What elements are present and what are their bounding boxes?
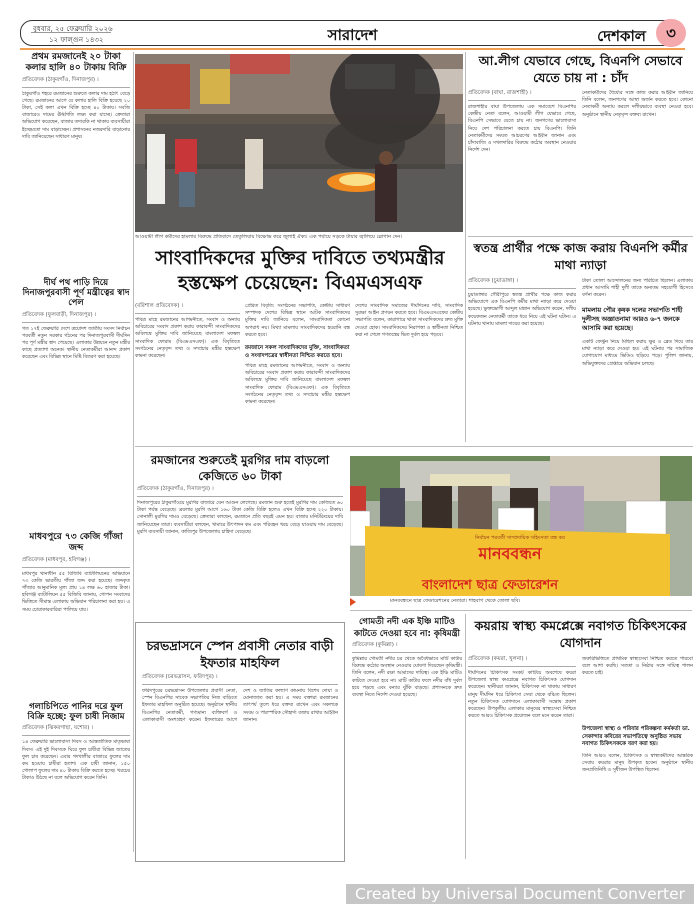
byline: প্রতিবেদক (কুমিল্লা) ।: [352, 642, 462, 653]
article-body-cont: পবিত্র মাহে রমজানের আগমনীতে, সংবাদ ও অন্যায় অবিচারের সংবাদ প্রকাশ করায় কারাবন্দী সাংবাদিকদের অবিলম্বে মুক্তির দাবি জানিয়েছে বাংলাদেশ মফস্বল সাংবাদিক ফোরাম (বিএমএসএফ)। এক বিবৃতিতে সংগঠনের নেতৃবৃন্দ তথ্য ও সম্প্রচার মন্ত্রীর হস্তক্ষেপ কামনা করেছেন।: [245, 364, 350, 406]
article-body: প্রেরিত বিবৃতি: সংগঠনের সভাপতি, কেন্দ্রীয় সাধারণ সম্পাদক দেশের বিভিন্ন স্থানে আটক সাংবাদিকদের মুক্তির দাবি জানিয়ে বলেন, সাংবাদিকতা কোনো অপরাধ নয়। মিথ্যা মামলায় সাংবাদিকদের হয়রানি বন্ধ করতে হবে।: [245, 304, 350, 338]
article-body: দেশের সাংবাদিক সমাজের দীর্ঘদিনের দাবি, সাংবাদিক সুরক্ষা আইন প্রণয়ন করতে হবে। বিএমএসএফের কেন্দ্রীয় সভাপতি বলেন, কারাগারে থাকা সাংবাদিকদের দ্রুত মুক্তি দেওয়া হোক। সাংবাদিকদের নিরাপত্তা ও স্বাধীনতা নিশ্চিত করা না গেলে গণতন্ত্রের ভিত দুর্বল হয়ে পড়বে।: [355, 304, 463, 338]
section-title: সারাদেশ: [327, 26, 378, 44]
article-body: দীর্ঘদিনের চিকিৎসক সংকট কাটিয়ে অবশেষে কয়রা উপজেলা স্বাস্থ্য কমপ্লেক্সে নবাগত চিকিৎসক যোগদান করেছেন। স্থানীয়রা জানান, চিকিৎসক না থাকায় সাধারণ মানুষ দীর্ঘদিন ধরে চিকিৎসা সেবা থেকে বঞ্চিত ছিলেন। নতুন চিকিৎসক যোগদানে এলাকাবাসী সন্তোষ প্রকাশ করেছেন। উপকূলীয় এলাকার মানুষের স্বাস্থ্যসেবা নিশ্চিত করতে আরও চিকিৎসক প্রয়োজন বলে মনে করেন তারা।: [468, 671, 576, 720]
right-second-col-2: [582, 278, 693, 435]
protest-caption-row: [350, 598, 692, 606]
pull-quote: উপজেলা স্বাস্থ্য ও পরিবার পরিকল্পনা কর্মকর্তা ডা. সেকান্দার কবিরের সভাপতিত্বে অনুষ্ঠিত সভায় নবাগত চিকিৎসককে বরণ করা হয়।: [582, 726, 690, 747]
article-body: কুমিল্লার গোমতী নদীর চর থেকে অবৈধভাবে মাটি কাটার বিরুদ্ধে কঠোর অবস্থান নেওয়ার ঘোষণা দিয়েছেন কৃষিমন্ত্রী। তিনি বলেন, নদী রক্ষা আমাদের দায়িত্ব। এক ইঞ্চি মাটিও কাটতে দেওয়া হবে না। মাটি কাটার ফলে নদীর বাঁধ দুর্বল হয়ে পড়ছে এবং বন্যার ঝুঁকি বাড়ছে। প্রশাসনকে দ্রুত ব্যবস্থা নিতে নির্দেশ দেওয়া হয়েছে।: [352, 657, 462, 699]
article-bnp-chand: [468, 52, 693, 86]
right-top-col-2: [582, 90, 693, 230]
article-body: নেতাকর্মীদের ধৈর্য্যের সঙ্গে কাজ করার আহ্বান জানিয়ে তিনি বলেন, জনগণের আস্থা অর্জন করতে হবে। কোনো নেতাকর্মী অন্যায় করলে দলীয়ভাবে ব্যবস্থা নেওয়া হবে। অনুষ্ঠানে স্থানীয় নেতৃবৃন্দ বক্তব্য রাখেন।: [582, 91, 693, 118]
page-number-badge: ৩: [656, 19, 686, 47]
article-body-cont: তিনি আরও বলেন, চিকিৎসক ও স্বাস্থ্যকর্মীদের আন্তরিক সেবায় কয়রার মানুষ উপকৃত হবেন। অনুষ্ঠানে স্থানীয় জনপ্রতিনিধি ও সুধীজন উপস্থিত ছিলেন।: [582, 753, 693, 773]
banner-main-text: মানববন্ধন: [478, 544, 542, 563]
article-body: চুয়াডাঙ্গার গৌরীপুরে স্বতন্ত্র প্রার্থীর পক্ষে কাজ করার অভিযোগে এক বিএনপি কর্মীর মাথা ন্যাড়া করে দেওয়া হয়েছে। ভুক্তভোগী আব্দুল মান্নান অভিযোগ করেন, দলীয় কয়েকজন নেতাকর্মী তাকে ধরে নিয়ে এই ঘটনা ঘটান। এ ঘটনায় থানায় মামলা দায়ের করা হয়েছে।: [468, 293, 576, 327]
byline: প্রতিবেদক (ঠাকুরগাঁও, দিনাজপুর) ।: [22, 77, 130, 88]
article-dinajpur-minister: [22, 278, 130, 506]
section-divider: [135, 446, 693, 447]
byline: প্রতিবেদক (ঝিকরগাছা, যশোর) ।: [22, 725, 130, 736]
headline: আ.লীগ যেভাবে গেছে, বিএনপি সেভাবে যেতে চায় না : চাঁদ: [478, 53, 683, 85]
article-body: রাজশাহীর বাঘা উপজেলায় এক সমাবেশে বিএনপির কেন্দ্রীয় নেতা বলেন, আওয়ামী লীগ যেভাবে গেছে, বিএনপি সেভাবে যেতে চায় না। জনগণের ভালোবাসা নিয়ে দেশ পরিচালনা করতে চায় বিএনপি। তিনি নেতাকর্মীদের সংযত আচরণের আহ্বান জানান এবং চাঁদাবাজি ও দখলদারির বিরুদ্ধে কঠোর অবস্থান নেওয়ার নির্দেশ দেন।: [468, 105, 576, 154]
article-bnp-worker-shaved: [468, 240, 693, 274]
koyra-col-1: [468, 656, 576, 860]
article-body: টাকা তোলা আন্দোলনের জন্য পরিচিত ছিলেন। এলাকায় প্রধান আসামি শাহী দুলী তাকে অন্যতম সহযোগী হিসেবে বর্ণনা করেন।: [582, 279, 693, 299]
byline: (বরিশাল প্রতিবেদক) ।: [135, 303, 240, 314]
byline: প্রতিবেদক (বাঘা, রাজশাহী) ।: [468, 90, 576, 101]
article-body: ঠাকুরগাঁও শহরে রমজানের শুরুতে কলার দাম হঠাৎ বেড়ে গেছে। রমজানের আগে যে কলার হালি বিক্রি হয়েছে ২০ টাকা, সেই কলা এখন বিক্রি হচ্ছে ৪০ টাকায়। সবজি বাজারেও দামের ঊর্ধ্বগতি লক্ষ্য করা যাচ্ছে। ক্রেতারা অভিযোগ করেছেন, বাজার তদারকি না থাকায় ব্যবসায়ীরা ইচ্ছেমতো দাম বাড়াচ্ছেন। প্রশাসনের নজরদারি বাড়ানোর দাবি জানিয়েছেন সাধারণ মানুষ।: [22, 91, 130, 140]
lead-headline: সাংবাদিকদের মুক্তির দাবিতে তথ্যমন্ত্রীর হস্তক্ষেপ চেয়েছেন: বিএমএসএফ: [155, 247, 445, 294]
pull-quote: রমজানে সকল সাংবাদিকদের মুক্তি, সাংবাদিকতা ও সংবাদপত্রের স্বাধীনতা নিশ্চিত করতে হবে।: [245, 345, 350, 359]
article-body: মাধবপুর থানাধীন ৫৫ বিজিবি ব্যাটালিয়নের অভিযানে ৭৩ কেজি ভারতীয় গাঁজা জব্দ করা হয়েছে। জব্দকৃত গাঁজার আনুমানিক মূল্য প্রায় ১৪ লক্ষ ৬০ হাজার টাকা। হবিগঞ্জ ব্যাটালিয়ন ৫৫ বিজিবি জানায়, গোপন সংবাদের ভিত্তিতে সীমান্ত এলাকায় অভিযান পরিচালনা করা হয়। এ সময় চোরাকারবারিরা পালিয়ে যায়।: [22, 571, 130, 613]
article-koyra-doctor: [468, 617, 693, 651]
article-body: পবিত্র মাহে রমজানের আগমনীতে, সংবাদ ও অন্যায় অবিচারের সংবাদ প্রকাশ করায় কারাবন্দী সাংবাদিকদের অবিলম্বে মুক্তির দাবি জানিয়েছে বাংলাদেশ মফস্বল সাংবাদিক ফোরাম (বিএমএসএফ)। এক বিবৃতিতে সংগঠনের নেতৃবৃন্দ তথ্য ও সম্প্রচার মন্ত্রীর হস্তক্ষেপ কামনা করেছেন।: [135, 318, 240, 360]
headline: কয়রায় স্বাস্থ্য কমপ্লেক্সে নবাগত চিকিৎসকের যোগদান: [474, 618, 687, 650]
article-bmsf-lead: [135, 246, 465, 296]
headline: দীর্ঘ পথ পাড়ি দিয়ে দিনাজপুরবাসী পূর্ণ মন্ত্রীত্বের স্বাদ পেল: [22, 278, 130, 309]
lead-photo: [135, 54, 463, 232]
masthead: [20, 20, 685, 46]
section-divider: [350, 610, 692, 611]
lead-photo-caption: আওয়ামী লীগ কর্মীদের হামলার বিরুদ্ধে প্রতিবাদে তেতুলিয়ায় বিক্ষোভ করে জুলাই ঐক্য। এক পর্যায়ে সড়কে টায়ার জ্বালিয়ে স্লোগান দেন।: [135, 234, 402, 240]
article-body-cont: একটি ফেস্টুন নিয়ে মিছিল করায় ক্ষুর ও ব্লেড দিয়ে তার মাথা ন্যাড়া করে দেওয়া হয়। এই ঘটনার পর সামাজিক যোগাযোগ মাধ্যমে ভিডিও ছড়িয়ে পড়ে। পুলিশ জানায়, অভিযুক্তদের গ্রেপ্তারে অভিযান চলছে।: [582, 340, 693, 367]
header-rule: [20, 48, 685, 50]
article-chicken-price: [137, 452, 343, 618]
byline: প্রতিবেদক (কয়রা, খুলনা) ।: [468, 656, 576, 667]
article-flower-prices: [22, 702, 130, 879]
article-body: জরুরিভিত্তিতে প্রাথমিক স্বাস্থ্যসেবা নিশ্চিত করতে পারবো বলে আশা করছি। সততা ও নিষ্ঠার সঙ্গে দায়িত্ব পালন করতে চাই।: [582, 657, 693, 677]
koyra-col-2: [582, 656, 693, 843]
column-divider: [465, 614, 466, 859]
byline: প্রতিবেদক (চরভদ্রাসন, ফরিদপুর) ।: [142, 674, 338, 685]
byline: প্রতিবেদক (চুয়াডাঙ্গা) ।: [468, 278, 576, 289]
byline: প্রতিবেদক (মাধবপুর, হবিগঞ্জ) ।: [22, 557, 130, 568]
headline: গোমতী নদী এক ইঞ্চি মাটিও কাটতে দেওয়া হবে না: কৃষিমন্ত্রী: [354, 617, 460, 639]
article-madhabpur-seizure: [22, 532, 130, 691]
article-gomti-river: [352, 617, 462, 851]
right-second-col-1: [468, 278, 576, 442]
headline: স্বতন্ত্র প্রার্থীর পক্ষে কাজ করায় বিএনপি কর্মীর মাথা ন্যাড়া: [473, 241, 688, 272]
date-gregorian: বুধবার, ২৫ ফেব্রুয়ারি ২০২৬: [33, 25, 113, 33]
column-divider: [465, 52, 466, 442]
converter-watermark: Created by Universal Document Converter: [346, 884, 694, 904]
protest-photo: [350, 456, 692, 596]
human-chain-photo: [350, 456, 692, 596]
date-bangla: ১২ ফাল্গুন ১৪৩২: [49, 36, 104, 44]
banner-line-1: নির্বাচন পরবর্তী সাম্প্রদায়িক সহিংসতা বন্ধ কর: [475, 535, 565, 541]
headline: রমজানের শুরুতেই মুরগির দাম বাড়লো কেজিতে ৬০ টাকা: [150, 453, 330, 483]
article-banana-price: [22, 52, 130, 229]
lead-column-2: [245, 303, 350, 433]
article-body: ১৪ ফেব্রুয়ারি ভালোবাসা দিবস ও আন্তর্জাতিক মাতৃভাষা দিবস। এই দুই দিবসকে ঘিরে ফুল চাষীরা বিভিন্ন জাতের ফুল চাষ করেছেন। এবার গদখালীর বাজারে ফুলের দাম কম হওয়ায় চাষীরা হতাশ। এক চাষী জানান, ১৫০ গোলাপ ফুলের দাম ৪০ টাকায় বিক্রি করতে হচ্ছে। খরচের টাকাও উঠছে না বলে অভিযোগ করেন তিনি।: [22, 740, 130, 782]
byline: প্রতিবেদক (ঠাকুরগাঁও, দিনাজপুর) ।: [137, 486, 343, 497]
section-divider: [468, 236, 693, 237]
headline: প্রথম রমজানেই ২০ টাকা কলার হালি ৪০ টাকায় বিক্রি: [25, 52, 127, 73]
street-protest-photo: [135, 54, 463, 232]
pull-quote: মামলায় পৌর কৃষক দলের সভাপতি শাহী দুলীসহ অজ্ঞাতনামা আরও ৬-৭ জনকে আসামি করা হয়েছে।: [582, 307, 683, 332]
article-body: ফরিদপুরের চরভদ্রাসন উপজেলার প্রবাসী নেতা, স্পেন বিএনপির সাবেক সভাপতির নিজ বাড়িতে ইফতার মাহফিল অনুষ্ঠিত হয়েছে। অনুষ্ঠানে স্থানীয় বিএনপির নেতাকর্মী, গণ্যমান্য ব্যক্তিবর্গ ও এলাকাবাসী অংশগ্রহণ করেন। ইফতারের আগে দেশ ও জাতির কল্যাণ কামনায় বিশেষ দোয়া ও মোনাজাত করা হয়। এ সময় বক্তারা রমজানের তাৎপর্য তুলে ধরে বক্তব্য রাখেন এবং সকলকে সংযম ও পারস্পরিক সৌহার্দ্য বজায় রাখার আহ্বান জানান।: [142, 689, 338, 723]
article-iftar-boxed: [135, 622, 345, 862]
headline: গলাচিপিতে পানির দরে ফুল বিক্রি হচ্ছে: ফুল চাষী নিজাম: [27, 702, 125, 723]
article-body: গত ১৭ই ফেব্রুয়ারি দেশে ত্রয়োদশ জাতীয় সংসদ নির্বাচন পরবর্তী নতুন সরকার গঠনের পর দিনাজপুরবাসী দীর্ঘদিন পর পূর্ণ মন্ত্রীর স্বাদ পেয়েছে। এলাকার উন্নয়নে নতুন মন্ত্রীর কাছে প্রত্যাশা অনেক। স্থানীয় নেতাকর্মীরা আনন্দ প্রকাশ করেছেন এবং বিভিন্ন স্থানে মিষ্টি বিতরণ করা হয়েছে।: [22, 326, 130, 361]
headline: মাধবপুরে ৭৩ কেজি গাঁজা জব্দ: [29, 532, 123, 553]
column-divider: [133, 52, 134, 852]
protest-photo-caption: মানববন্ধনে ছাত্র ফেডারেশনের নেতারা। শাহবাগ থেকে তোলা ছবি।: [390, 598, 521, 604]
banner-org-text: বাংলাদেশ ছাত্র ফেডারেশন: [422, 578, 558, 593]
right-top-col-1: [468, 90, 576, 232]
byline: প্রতিবেদক (ফুলবাড়ী, দিনাজপুর) ।: [22, 312, 130, 323]
article-body: দিনাজপুরের ঠাকুরগাঁওয়ে মুরগির বাজারে যেন আগুন লেগেছে। রমজান শুরু হতেই মুরগির দাম কেজিতে ৬০ টাকা পর্যন্ত বেড়েছে। ব্রয়লার মুরগি আগে ১৬০ টাকা কেজি বিক্রি হলেও এখন বিক্রি হচ্ছে ২২০ টাকায়। সোনালী মুরগির দামও বেড়েছে। ক্রেতারা বলছেন, রমজানে প্রতি বছরই এমন হয়। বাজার মনিটরিংয়ের দাবি জানিয়েছেন তারা। ব্যবসায়ীরা বলছেন, খামারে উৎপাদন কম এবং পরিবহন খরচ বেড়ে যাওয়ায় দাম বেড়েছে। মুরগি ব্যবসায়ী জানান, কাজিপুর উপজেলায় চাহিদা বেড়েছে।: [137, 501, 343, 535]
lead-column-3: [355, 303, 463, 441]
caption-arrow-icon: [350, 598, 356, 606]
newspaper-logo: দেশকাল: [597, 27, 646, 45]
headline: চরভদ্রাসনে স্পেন প্রবাসী নেতার বাড়ী ইফতার মাহফিল: [146, 638, 334, 670]
lead-column-1: [135, 303, 240, 447]
